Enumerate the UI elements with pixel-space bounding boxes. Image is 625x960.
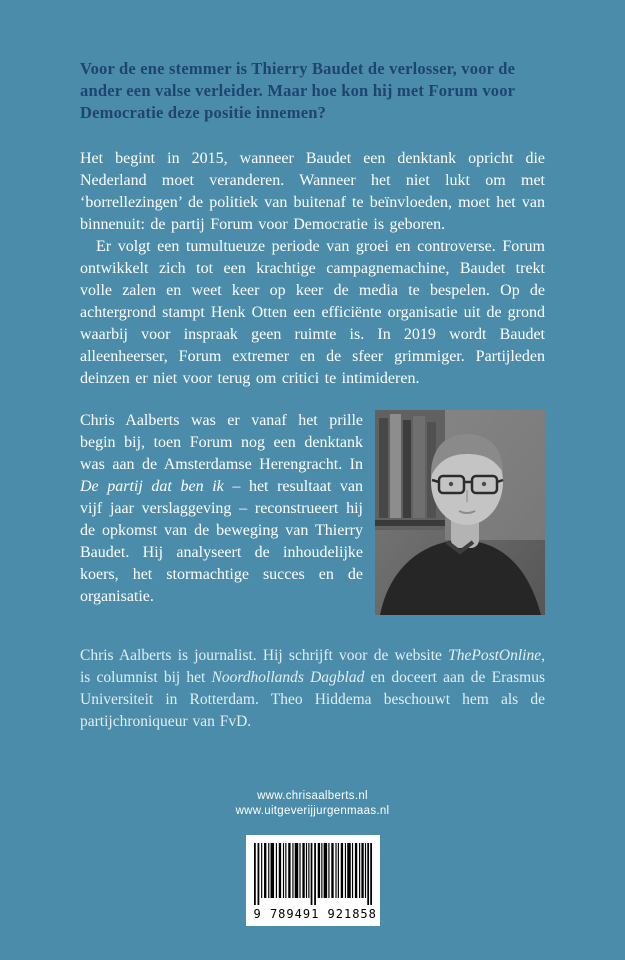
about-section bbox=[80, 410, 545, 619]
isbn-number: 9 789491 921858 bbox=[253, 907, 377, 921]
barcode-bars-icon bbox=[254, 843, 372, 905]
paragraph-3-before: Chris Aalberts was er vanaf het prille begin bij, toen Forum nog een denktank was aan de Amsterdamse Herengracht. In bbox=[80, 412, 363, 473]
barcode bbox=[246, 835, 380, 926]
tagline: Voor de ene stemmer is Thierry Baudet de verlosser, voor de ander een valse verleider. Maar hoe kon hij met Forum voor Democratie deze positie innemen? bbox=[80, 59, 516, 122]
bio-part-3: en doceert aan de Erasmus Universiteit in Rotterdam. Theo Hiddema beschouwt hem als de partijchroniqueur van FvD. bbox=[80, 669, 545, 730]
book-title-italic: De partij dat ben ik bbox=[80, 478, 224, 495]
paragraph-1: Het begint in 2015, wanneer Baudet een denktank opricht die Nederland moet veranderen. Wanneer het niet lukt om met ‘borrellezingen’ de politiek van buitenaf te beïnvloeden, moet het van binnenuit: de partij Forum voor Democratie is geboren. bbox=[80, 150, 545, 233]
bio-italic-1: ThePostOnline bbox=[448, 647, 542, 664]
author-portrait-graphic bbox=[375, 410, 545, 615]
website-links bbox=[80, 789, 545, 819]
bio-part-2: , is columnist bij het bbox=[80, 647, 545, 686]
bio-italic-2: Noordhollands Dagblad bbox=[211, 669, 365, 686]
website-link-author: www.chrisaalberts.nl bbox=[257, 790, 368, 802]
website-link-publisher: www.uitgeverijjurgenmaas.nl bbox=[235, 805, 390, 817]
author-photo bbox=[375, 410, 545, 615]
author-bio bbox=[80, 645, 545, 733]
paragraph-3-after: – het resultaat van vijf jaar verslaggeving – reconstrueert hij de opkomst van de beweging van Thierry Baudet. Hij analyseert de inhoudelijke koers, het stormachtige succes en de organisatie. bbox=[80, 478, 363, 605]
bio-part-1: Chris Aalberts is journalist. Hij schrijft voor de website bbox=[80, 647, 449, 664]
paragraph-2: Er volgt een tumultueuze periode van groei en controverse. Forum ontwikkelt zich tot een krachtige campagnemachine, Baudet trekt volle zalen en weet keer op keer de media te bespelen. Op de achtergrond stampt Henk Otten een efficiënte organisatie uit de grond waarbij voor inspraak geen ruimte is. In 2019 wordt Baudet alleenheerser, Forum extremer en de sfeer grimmiger. Partijleden deinzen er niet voor terug om critici te intimideren. bbox=[80, 238, 545, 387]
